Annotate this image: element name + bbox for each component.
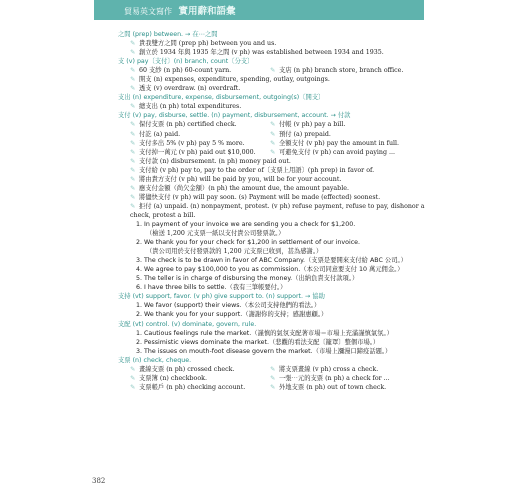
translation-line: （檢送 1,200 元支票一紙以支付貴公司發票款。） bbox=[146, 230, 285, 238]
pencil-icon: ✎ bbox=[130, 85, 136, 93]
example-item bbox=[130, 49, 384, 56]
pencil-icon: ✎ bbox=[130, 121, 136, 129]
continuation-line: check, protest a bill. bbox=[130, 211, 196, 219]
numbered-sentence: 5. The teller is in charge of disbursing the money.（出納負責支付款項。） bbox=[136, 275, 359, 283]
example-row bbox=[118, 193, 418, 202]
pencil-icon: ✎ bbox=[130, 67, 136, 75]
pencil-icon: ✎ bbox=[130, 202, 136, 210]
example-text: 支票簿 (n) checkbook. bbox=[139, 374, 207, 382]
example-item bbox=[130, 66, 270, 75]
example-item bbox=[130, 120, 270, 129]
pencil-icon: ✎ bbox=[270, 148, 276, 156]
example-text: 將儘快支付 (v ph) will pay soon. (s) Payment will be made (effected) soonest. bbox=[139, 193, 381, 201]
pencil-icon: ✎ bbox=[270, 139, 276, 147]
example-item bbox=[130, 76, 330, 83]
example-text: 將由貴方支付 (v ph) will be paid by you, will be for your account. bbox=[139, 175, 342, 183]
example-item bbox=[270, 374, 390, 383]
example-item bbox=[130, 374, 270, 383]
example-row bbox=[118, 166, 418, 175]
example-item bbox=[130, 194, 380, 201]
example-item bbox=[130, 148, 270, 157]
example-item bbox=[270, 383, 386, 392]
pencil-icon: ✎ bbox=[270, 365, 276, 373]
example-row bbox=[118, 157, 418, 166]
pencil-icon: ✎ bbox=[130, 157, 136, 165]
example-row bbox=[118, 202, 425, 211]
pencil-icon: ✎ bbox=[130, 76, 136, 84]
example-text: 拒付 (a) unpaid. (n) nonpayment, protest. (v ph) refuse payment, refuse to pay, dishonor a bbox=[139, 202, 425, 210]
example-text: 付帳 (v ph) pay a bill. bbox=[279, 121, 346, 129]
example-row bbox=[118, 39, 418, 48]
example-text: 外地支票 (n ph) out of town check. bbox=[279, 383, 387, 391]
page-number: 382 bbox=[92, 477, 106, 485]
pencil-icon: ✎ bbox=[130, 40, 136, 48]
pencil-icon: ✎ bbox=[270, 374, 276, 382]
example-text: 支付款 (n) disbursement. (n ph) money paid out. bbox=[139, 157, 291, 165]
entry-heading: 支 (v) pay〔支付〕(n) branch, count〔分支〕 bbox=[118, 58, 254, 66]
example-row bbox=[118, 75, 418, 84]
example-row bbox=[118, 139, 418, 148]
header-text bbox=[124, 3, 236, 17]
example-item bbox=[270, 139, 399, 148]
example-item bbox=[130, 167, 374, 174]
numbered-sentence: 1. We favor (support) their views.（本公司支持他們的看法。） bbox=[136, 302, 321, 310]
numbered-sentence: 2. We thank you for your check for $1,200 in settlement of our invoice. bbox=[136, 239, 361, 247]
pencil-icon: ✎ bbox=[270, 121, 276, 129]
example-text: 全額支付 (v ph) pay the amount in full. bbox=[279, 139, 400, 147]
example-item bbox=[270, 148, 395, 157]
example-text: 透支 (v) overdraw. (n) overdraft. bbox=[139, 85, 241, 93]
pencil-icon: ✎ bbox=[130, 374, 136, 382]
pencil-icon: ✎ bbox=[130, 175, 136, 183]
example-row bbox=[118, 48, 418, 57]
pencil-icon: ✎ bbox=[130, 365, 136, 373]
example-item bbox=[130, 139, 270, 148]
example-item bbox=[270, 130, 331, 139]
entry-heading: 支票 (n) check, cheque. bbox=[118, 356, 192, 364]
pencil-icon: ✎ bbox=[130, 166, 136, 174]
example-text: 總支出 (n ph) total expenditures. bbox=[139, 103, 242, 111]
example-text: 貴我雙方之間 (prep ph) between you and us. bbox=[139, 40, 277, 48]
pencil-icon: ✎ bbox=[130, 49, 136, 57]
numbered-sentence: 1. In payment of your invoice we are sending you a check for $1,200. bbox=[136, 220, 356, 228]
entry-heading: 支出 (n) expenditure, expense, disbursement, outgoing(s)〔開支〕 bbox=[118, 94, 325, 102]
example-row bbox=[118, 130, 418, 139]
numbered-sentence: 2. We thank you for your support.（謝謝你的支持；感謝惠顧。） bbox=[136, 311, 328, 319]
example-text: 支店 (n ph) branch store, branch office. bbox=[279, 67, 404, 75]
pencil-icon: ✎ bbox=[270, 67, 276, 75]
entry-heading: 之間 (prep) between. → 在⋯之間 bbox=[118, 31, 218, 38]
dictionary-content bbox=[118, 30, 425, 392]
example-text: 60 支紗 (n ph) 60-count yarn. bbox=[139, 67, 232, 75]
example-text: 預付 (a) prepaid. bbox=[279, 130, 331, 138]
example-row bbox=[118, 66, 418, 75]
example-item bbox=[130, 103, 241, 110]
pencil-icon: ✎ bbox=[130, 184, 136, 192]
pencil-icon: ✎ bbox=[130, 103, 136, 111]
example-text: 開支 (n) expenses, expenditure, spending, outlay, outgoings. bbox=[139, 76, 330, 84]
entry-heading: 支付 (v) pay, disburse, settle. (n) payment, disbursement, account. → 付款 bbox=[118, 112, 351, 120]
example-row bbox=[118, 365, 418, 374]
example-text: 支票帳戶 (n ph) checking account. bbox=[139, 383, 246, 391]
example-row bbox=[118, 120, 418, 129]
example-text: 將支票畫線 (v ph) cross a check. bbox=[279, 365, 379, 373]
translation-line: （貴公司用於支付發票款的 1,200 元支票已收到，甚為感謝。） bbox=[146, 248, 323, 256]
numbered-sentence: 3. The check is to be drawn in favor of ABC Company.（支票是要開來支付給 ABC 公司。） bbox=[136, 257, 407, 265]
example-item bbox=[130, 158, 291, 165]
entry-heading: 支配 (vt) control. (v) dominate, govern, rule. bbox=[118, 320, 257, 328]
example-text: 支付給 (v ph) pay to, pay to the order of〔支票上用語〕(ph prep) in favor of. bbox=[139, 166, 375, 174]
pencil-icon: ✎ bbox=[270, 130, 276, 138]
example-row bbox=[118, 383, 418, 392]
pencil-icon: ✎ bbox=[130, 193, 136, 201]
example-text: 付訖 (a) paid. bbox=[139, 130, 181, 138]
example-text: 保付支票 (n ph) certified check. bbox=[139, 121, 237, 129]
example-item bbox=[130, 40, 276, 47]
example-row bbox=[118, 184, 418, 193]
example-item bbox=[130, 130, 270, 139]
page-header bbox=[94, 0, 424, 20]
pencil-icon: ✎ bbox=[130, 130, 136, 138]
pencil-icon: ✎ bbox=[130, 383, 136, 391]
example-row bbox=[118, 102, 418, 111]
entry-heading: 支持 (vt) support, favor. (v ph) give support to. (n) support. → 協助 bbox=[118, 293, 325, 301]
example-item bbox=[270, 365, 378, 374]
numbered-sentence: 1. Cautious feelings rule the market.（謹慎的氣氛支配著市場＝市場上充滿謹慎氣氛。） bbox=[136, 329, 393, 337]
example-item bbox=[130, 365, 270, 374]
pencil-icon: ✎ bbox=[130, 148, 136, 156]
example-item bbox=[270, 120, 345, 129]
book-title: 貿易英文寫作 bbox=[124, 7, 172, 16]
example-text: 支付掉一萬元 (v ph) paid out $10,000. bbox=[139, 148, 256, 156]
example-text: 支付多出 5% (v ph) pay 5 % more. bbox=[139, 139, 245, 147]
pencil-icon: ✎ bbox=[270, 383, 276, 391]
example-row bbox=[118, 374, 418, 383]
example-item bbox=[130, 185, 349, 192]
example-item bbox=[130, 203, 424, 210]
numbered-sentence: 4. We agree to pay $100,000 to you as commission.（本公司同意要支付 10 萬元佣金。） bbox=[136, 266, 404, 274]
example-row bbox=[118, 148, 418, 157]
example-item bbox=[130, 383, 270, 392]
example-text: 一張⋯元的支票 (n ph) a check for ... bbox=[279, 374, 390, 382]
chapter-title: 實用辭和語彙 bbox=[178, 6, 236, 17]
example-item bbox=[130, 176, 341, 183]
numbered-sentence: 6. I have three bills to settle.（我有三筆帳要付。） bbox=[136, 284, 287, 292]
example-text: 畫線支票 (n ph) crossed check. bbox=[139, 365, 235, 373]
example-row bbox=[118, 84, 418, 93]
pencil-icon: ✎ bbox=[130, 139, 136, 147]
example-row bbox=[118, 175, 418, 184]
numbered-sentence: 3. The issues on mouth-foot disease govern the market.（市場上瀰漫口蹄疫話題。） bbox=[136, 347, 392, 355]
numbered-sentence: 2. Pessimistic views dominate the market.（悲觀的看法支配〔籠罩〕整個市場。） bbox=[136, 338, 380, 346]
example-text: 應支付金額（尚欠金額）(n ph) the amount due, the amount payable. bbox=[139, 184, 349, 192]
example-item bbox=[130, 85, 240, 92]
example-item bbox=[270, 66, 403, 75]
example-text: 創立於 1934 年與 1935 年之間 (v ph) was established between 1934 and 1935. bbox=[139, 49, 384, 57]
example-text: 可避免支付 (v ph) can avoid paying ... bbox=[279, 148, 395, 156]
